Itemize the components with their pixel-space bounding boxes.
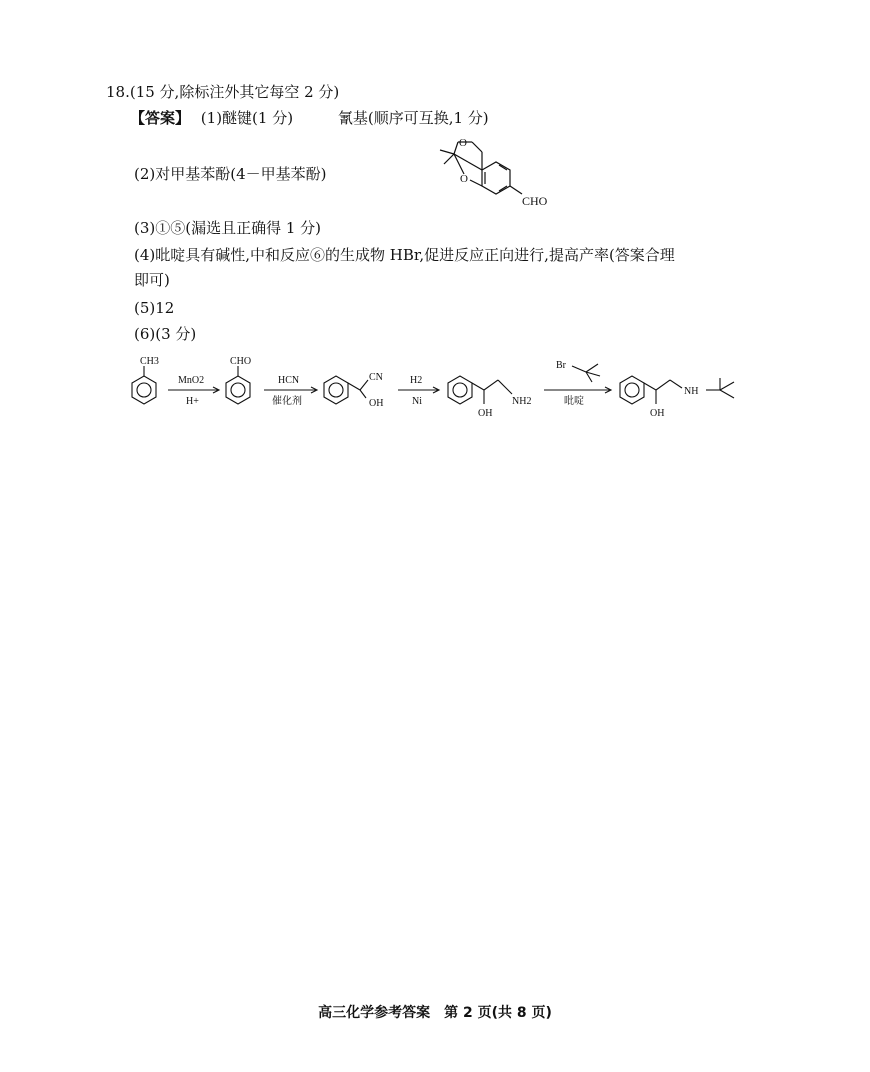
o-atom-top: O: [459, 137, 467, 149]
product-oh: OH: [650, 408, 665, 419]
step2-condition: 催化剂: [272, 396, 302, 407]
synthesis-scheme: [120, 348, 760, 428]
step1-reagent: MnO2: [178, 375, 205, 386]
toluene-structure: [132, 366, 156, 404]
part6-text: (6)(3 分): [134, 325, 197, 343]
step4-condition: 吡啶: [564, 396, 584, 407]
product-nh: NH: [684, 386, 699, 397]
step3-catalyst: Ni: [412, 396, 422, 407]
step4-reagent: Br: [556, 360, 566, 371]
question-header: 18.(15 分,除标注外其它每空 2 分): [106, 83, 340, 101]
step2-reagent: HCN: [278, 375, 300, 386]
toluene-ch3: CH3: [140, 356, 159, 367]
amine-nh2: NH2: [512, 396, 532, 407]
cyanohydrin-oh: OH: [369, 398, 384, 409]
answer-tag: 【答案】: [130, 109, 191, 127]
part5-text: (5)12: [134, 299, 175, 317]
part4-line1: (4)吡啶具有碱性,中和反应⑥的生成物 HBr,促进反应正向进行,提高产率(答案合理: [134, 246, 675, 264]
step1-condition: H+: [186, 396, 199, 407]
part2-text: (2)对甲基苯酚(4－甲基苯酚): [134, 165, 327, 183]
part2-structure: [428, 130, 558, 220]
answer-line-1: [130, 108, 489, 128]
cho-label: CHO: [522, 194, 548, 208]
cyanohydrin-cn: CN: [369, 372, 383, 383]
part4-line2: 即可): [134, 271, 170, 289]
amine-oh: OH: [478, 408, 493, 419]
benzaldehyde-cho: CHO: [230, 356, 252, 367]
part3-text: (3)①⑤(漏选且正确得 1 分): [134, 219, 322, 237]
part1b-text: 氰基(顺序可互换,1 分): [337, 109, 489, 127]
page-footer: 高三化学参考答案 第 2 页(共 8 页): [318, 1005, 552, 1021]
part1-text: (1)醚键(1 分): [200, 109, 294, 127]
o-atom-bottom: O: [460, 173, 468, 185]
step3-reagent: H2: [410, 375, 423, 386]
